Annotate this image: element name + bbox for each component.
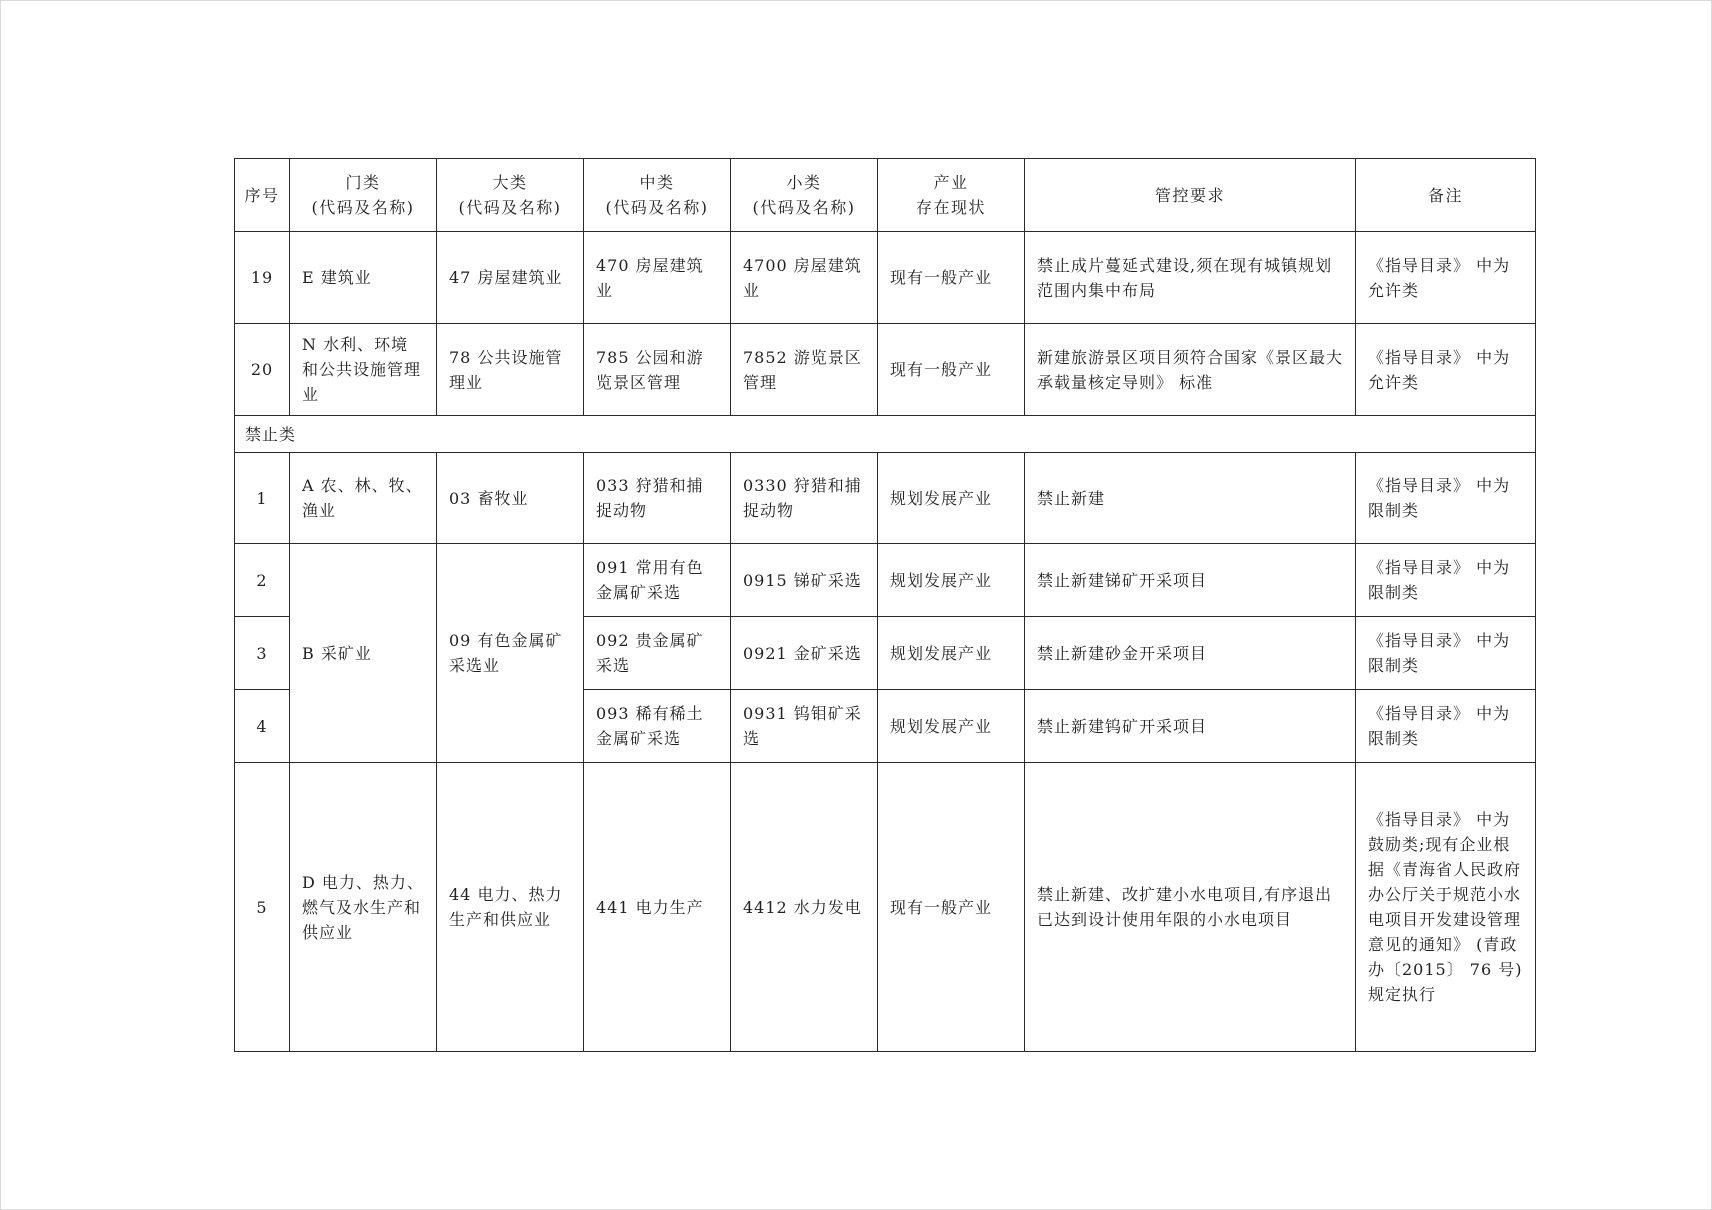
cell-zhonglei: 091 常用有色金属矿采选 <box>584 544 731 617</box>
header-zhonglei-title: 中类 <box>639 173 675 192</box>
cell-status: 规划发展产业 <box>878 617 1025 690</box>
cell-xiaolei: 4700 房屋建筑业 <box>731 232 878 324</box>
cell-xiaolei: 0330 狩猎和捕捉动物 <box>731 453 878 544</box>
cell-status: 现有一般产业 <box>878 324 1025 416</box>
cell-xiaolei: 7852 游览景区管理 <box>731 324 878 416</box>
cell-control: 禁止新建锑矿开采项目 <box>1025 544 1356 617</box>
header-menlei-sub: (代码及名称) <box>311 198 415 217</box>
header-control: 管控要求 <box>1025 159 1356 232</box>
table-row <box>235 763 1536 1052</box>
cell-dalei-merged: 09 有色金属矿采选业 <box>437 544 584 763</box>
cell-menlei: A 农、林、牧、渔业 <box>290 453 437 544</box>
header-status-title: 产业 <box>933 173 969 192</box>
section-label-prohibited: 禁止类 <box>235 416 1536 453</box>
cell-xiaolei: 0921 金矿采选 <box>731 617 878 690</box>
cell-dalei: 47 房屋建筑业 <box>437 232 584 324</box>
cell-status: 规划发展产业 <box>878 544 1025 617</box>
cell-zhonglei: 033 狩猎和捕捉动物 <box>584 453 731 544</box>
cell-xiaolei: 0915 锑矿采选 <box>731 544 878 617</box>
cell-control: 禁止新建 <box>1025 453 1356 544</box>
cell-control: 禁止成片蔓延式建设,须在现有城镇规划范围内集中布局 <box>1025 232 1356 324</box>
header-seq: 序号 <box>235 159 290 232</box>
cell-zhonglei: 441 电力生产 <box>584 763 731 1052</box>
cell-seq: 19 <box>235 232 290 324</box>
cell-control: 禁止新建砂金开采项目 <box>1025 617 1356 690</box>
industry-control-table <box>234 158 1536 1052</box>
table-row <box>235 544 1536 617</box>
header-note: 备注 <box>1356 159 1536 232</box>
cell-dalei: 03 畜牧业 <box>437 453 584 544</box>
cell-note: 《指导目录》 中为允许类 <box>1356 232 1536 324</box>
cell-seq: 2 <box>235 544 290 617</box>
cell-control: 新建旅游景区项目须符合国家《景区最大承载量核定导则》 标准 <box>1025 324 1356 416</box>
header-status-sub: 存在现状 <box>915 198 986 217</box>
cell-menlei-merged: B 采矿业 <box>290 544 437 763</box>
cell-control: 禁止新建、改扩建小水电项目,有序退出已达到设计使用年限的小水电项目 <box>1025 763 1356 1052</box>
header-zhonglei-sub: (代码及名称) <box>605 198 709 217</box>
header-dalei-sub: (代码及名称) <box>458 198 562 217</box>
cell-zhonglei: 093 稀有稀土金属矿采选 <box>584 690 731 763</box>
header-dalei-title: 大类 <box>492 173 528 192</box>
cell-menlei: E 建筑业 <box>290 232 437 324</box>
table-row <box>235 453 1536 544</box>
cell-xiaolei: 4412 水力发电 <box>731 763 878 1052</box>
cell-menlei: D 电力、热力、燃气及水生产和供应业 <box>290 763 437 1052</box>
header-xiaolei-sub: (代码及名称) <box>752 198 856 217</box>
header-row <box>235 159 1536 232</box>
cell-note: 《指导目录》 中为限制类 <box>1356 690 1536 763</box>
cell-note: 《指导目录》 中为限制类 <box>1356 544 1536 617</box>
cell-seq: 3 <box>235 617 290 690</box>
header-xiaolei <box>731 159 878 232</box>
header-dalei <box>437 159 584 232</box>
cell-note: 《指导目录》 中为限制类 <box>1356 453 1536 544</box>
cell-seq: 5 <box>235 763 290 1052</box>
table-row <box>235 232 1536 324</box>
cell-seq: 20 <box>235 324 290 416</box>
header-xiaolei-title: 小类 <box>786 173 822 192</box>
cell-status: 规划发展产业 <box>878 690 1025 763</box>
cell-status: 现有一般产业 <box>878 232 1025 324</box>
cell-seq: 4 <box>235 690 290 763</box>
cell-dalei: 44 电力、热力生产和供应业 <box>437 763 584 1052</box>
cell-status: 现有一般产业 <box>878 763 1025 1052</box>
cell-seq: 1 <box>235 453 290 544</box>
cell-note: 《指导目录》 中为鼓励类;现有企业根据《青海省人民政府办公厅关于规范小水电项目开发建设管理意见的通知》 (青政办〔2015〕 76 号) 规定执行 <box>1356 763 1536 1052</box>
cell-menlei: N 水利、环境和公共设施管理业 <box>290 324 437 416</box>
cell-dalei: 78 公共设施管理业 <box>437 324 584 416</box>
cell-zhonglei: 470 房屋建筑业 <box>584 232 731 324</box>
header-menlei <box>290 159 437 232</box>
cell-note: 《指导目录》 中为限制类 <box>1356 617 1536 690</box>
cell-status: 规划发展产业 <box>878 453 1025 544</box>
cell-note: 《指导目录》 中为允许类 <box>1356 324 1536 416</box>
cell-zhonglei: 092 贵金属矿采选 <box>584 617 731 690</box>
cell-xiaolei: 0931 钨钼矿采选 <box>731 690 878 763</box>
cell-zhonglei: 785 公园和游览景区管理 <box>584 324 731 416</box>
table-row <box>235 324 1536 416</box>
header-zhonglei <box>584 159 731 232</box>
header-menlei-title: 门类 <box>345 173 381 192</box>
cell-control: 禁止新建钨矿开采项目 <box>1025 690 1356 763</box>
section-row <box>235 416 1536 453</box>
header-status <box>878 159 1025 232</box>
